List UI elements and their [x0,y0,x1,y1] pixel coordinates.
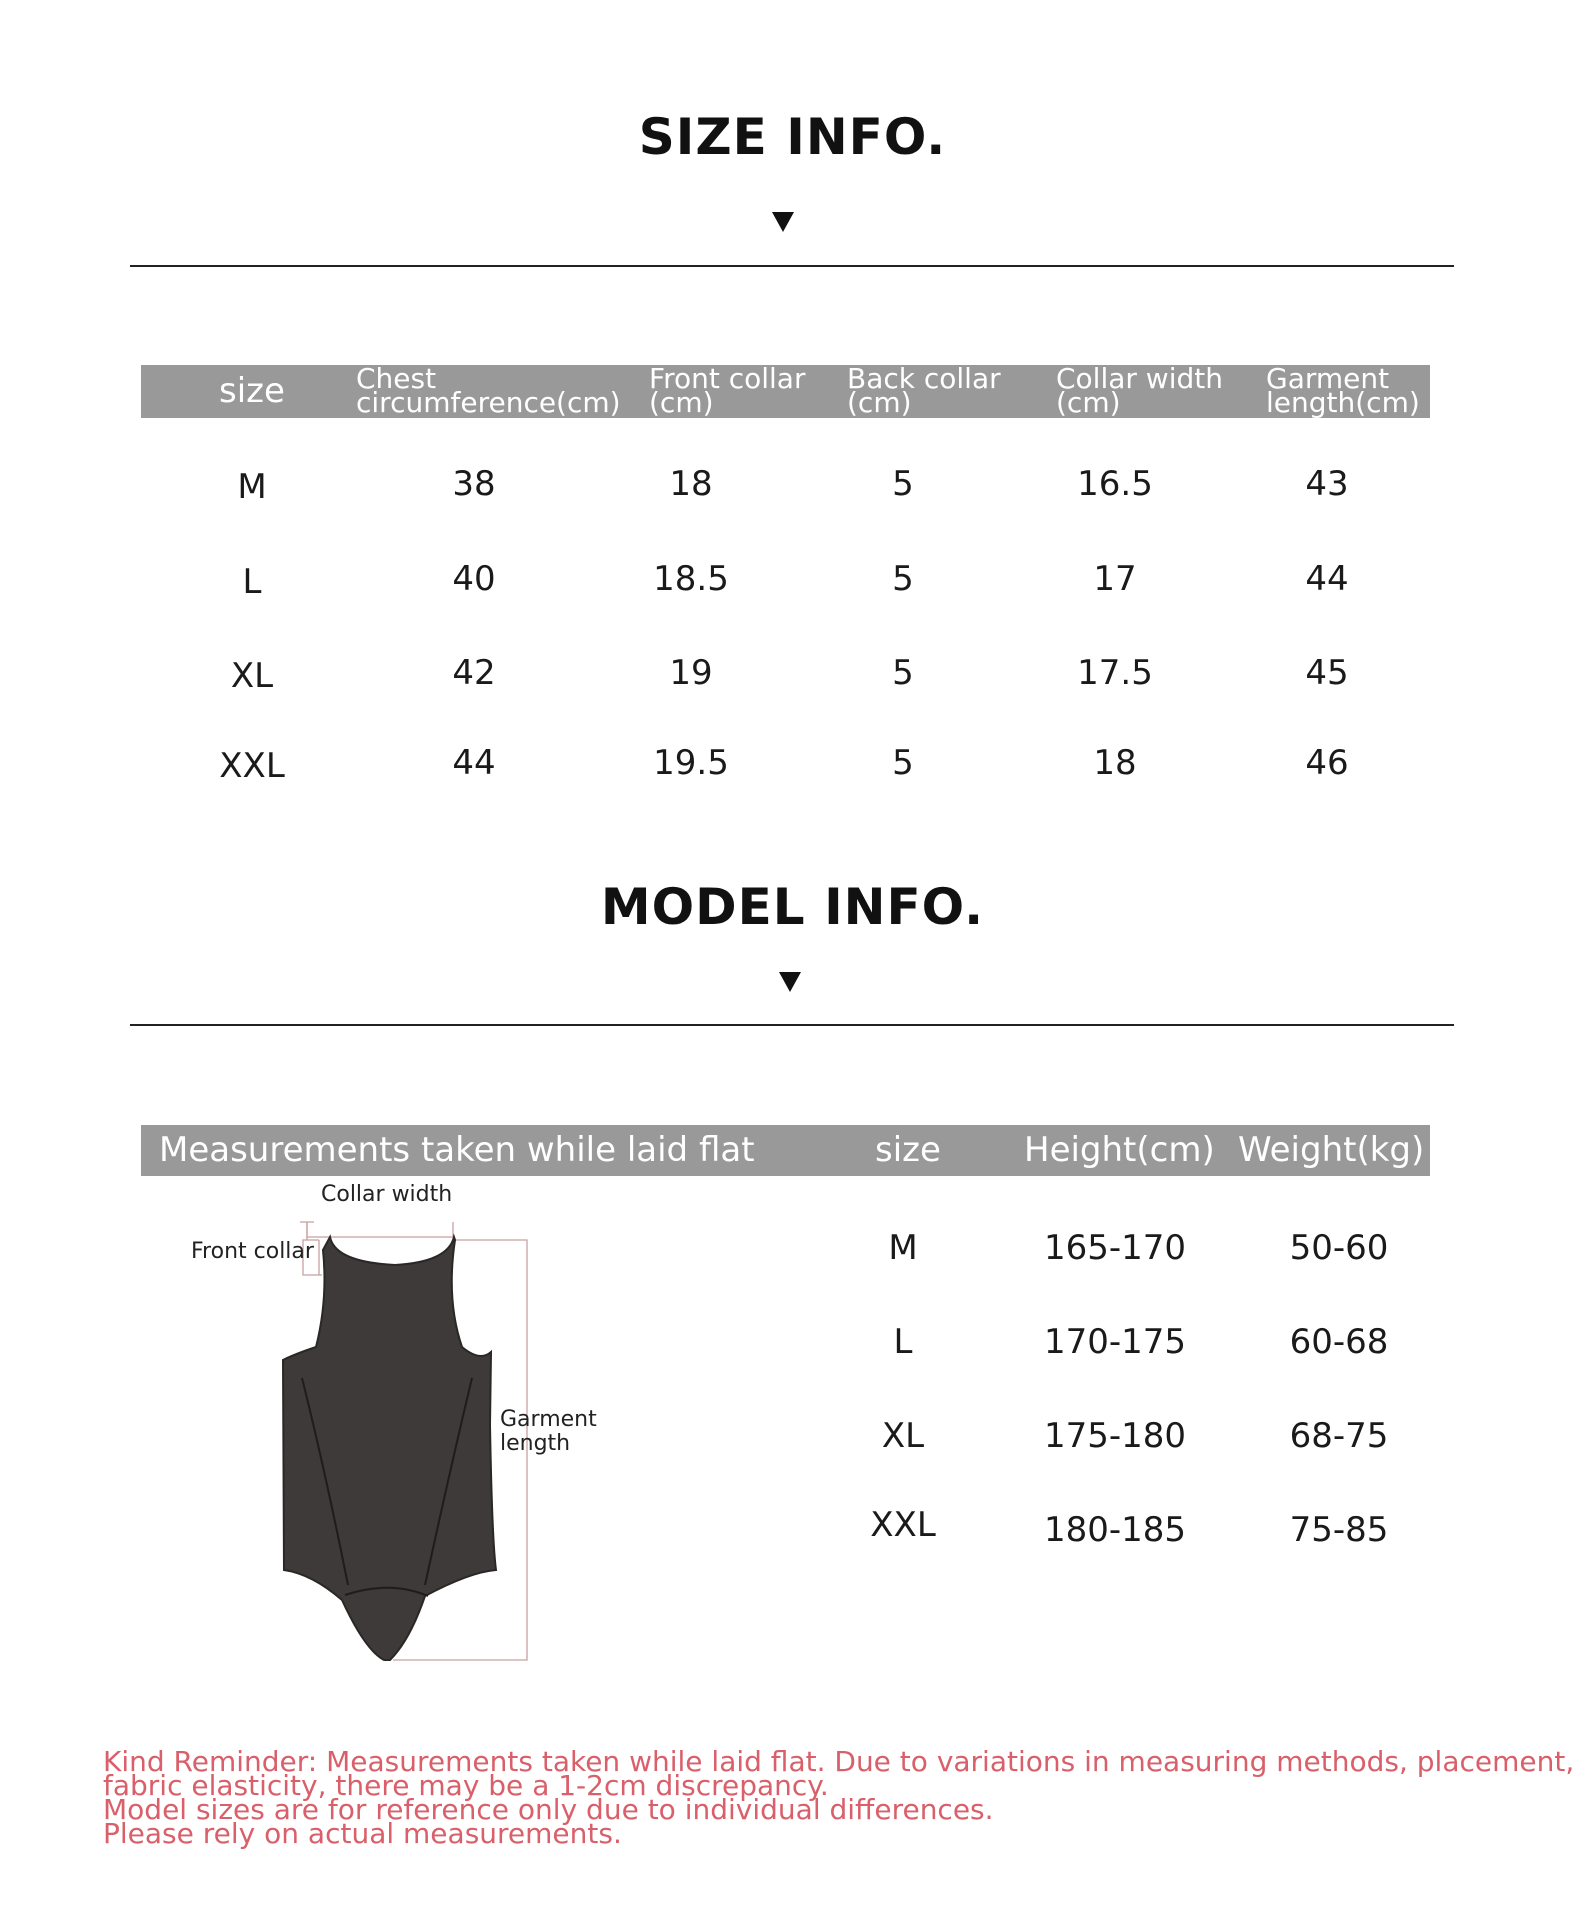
cell-model-size: M [888,1228,918,1268]
cell-weight: 60-68 [1289,1322,1389,1362]
cell-height: 180-185 [1043,1510,1187,1550]
cell-front-collar: 18 [669,464,713,504]
cell-size: L [242,562,262,602]
cell-front-collar: 19 [669,653,713,693]
cell-size: XXL [219,746,285,786]
label-garment-length [500,1408,597,1456]
cell-collar-width: 17.5 [1077,653,1153,693]
label-collar-width: Collar width [321,1182,453,1207]
header-size: size [219,371,285,411]
header-front-collar-line1: Front collar [649,362,806,395]
cell-back-collar: 5 [892,653,914,693]
cell-front-collar: 19.5 [653,743,729,783]
header-front-collar-line2: (cm) [649,386,714,419]
cell-height: 165-170 [1043,1228,1187,1268]
header-weight: Weight(kg) [1238,1130,1425,1170]
reminder-line-2: fabric elasticity, there may be a 1-2cm discrepancy. [103,1769,829,1802]
cell-height: 170-175 [1043,1322,1187,1362]
cell-collar-width: 17 [1093,559,1137,599]
header-height: Height(cm) [1024,1130,1215,1170]
cell-front-collar: 18.5 [653,559,729,599]
cell-chest: 44 [452,743,496,783]
cell-model-size: XXL [870,1505,936,1545]
cell-collar-width: 16.5 [1077,464,1153,504]
header-model-size: size [875,1130,941,1170]
cell-chest: 40 [452,559,496,599]
cell-garment-length: 44 [1305,559,1349,599]
cell-back-collar: 5 [892,559,914,599]
header-collar-width-line1: Collar width [1056,362,1223,395]
reminder-line-1: Kind Reminder: Measurements taken while laid flat. Due to variations in measuring methods, placement, [103,1745,1575,1778]
cell-model-size: L [893,1322,913,1362]
cell-garment-length: 46 [1305,743,1349,783]
header-chest-line2: circumference(cm) [356,386,621,419]
cell-back-collar: 5 [892,464,914,504]
cell-collar-width: 18 [1093,743,1137,783]
cell-size: M [237,467,267,507]
cell-model-size: XL [881,1416,925,1456]
label-front-collar: Front collar [191,1239,314,1264]
header-collar-width-line2: (cm) [1056,386,1121,419]
cell-garment-length: 43 [1305,464,1349,504]
cell-weight: 75-85 [1289,1510,1389,1550]
cell-chest: 38 [452,464,496,504]
header-back-collar-line1: Back collar [847,362,1001,395]
label-garment-length-line1: Garment [500,1407,597,1432]
cell-size: XL [230,656,274,696]
header-garment-length-line2: length(cm) [1266,386,1420,419]
reminder-line-4: Please rely on actual measurements. [103,1817,622,1850]
cell-height: 175-180 [1043,1416,1187,1456]
cell-weight: 50-60 [1289,1228,1389,1268]
header-garment-length-line1: Garment [1266,362,1390,395]
reminder-line-3: Model sizes are for reference only due to individual differences. [103,1793,994,1826]
cell-garment-length: 45 [1305,653,1349,693]
cell-back-collar: 5 [892,743,914,783]
kind-reminder [103,1745,1575,1850]
header-chest-line1: Chest [356,362,437,395]
model-info-title: MODEL INFO. [600,878,985,936]
cell-weight: 68-75 [1289,1416,1389,1456]
cell-chest: 42 [452,653,496,693]
size-info-title: SIZE INFO. [638,108,947,166]
header-back-collar-line2: (cm) [847,386,912,419]
label-garment-length-line2: length [500,1431,571,1456]
header-measurements-flat: Measurements taken while laid flat [159,1130,755,1170]
